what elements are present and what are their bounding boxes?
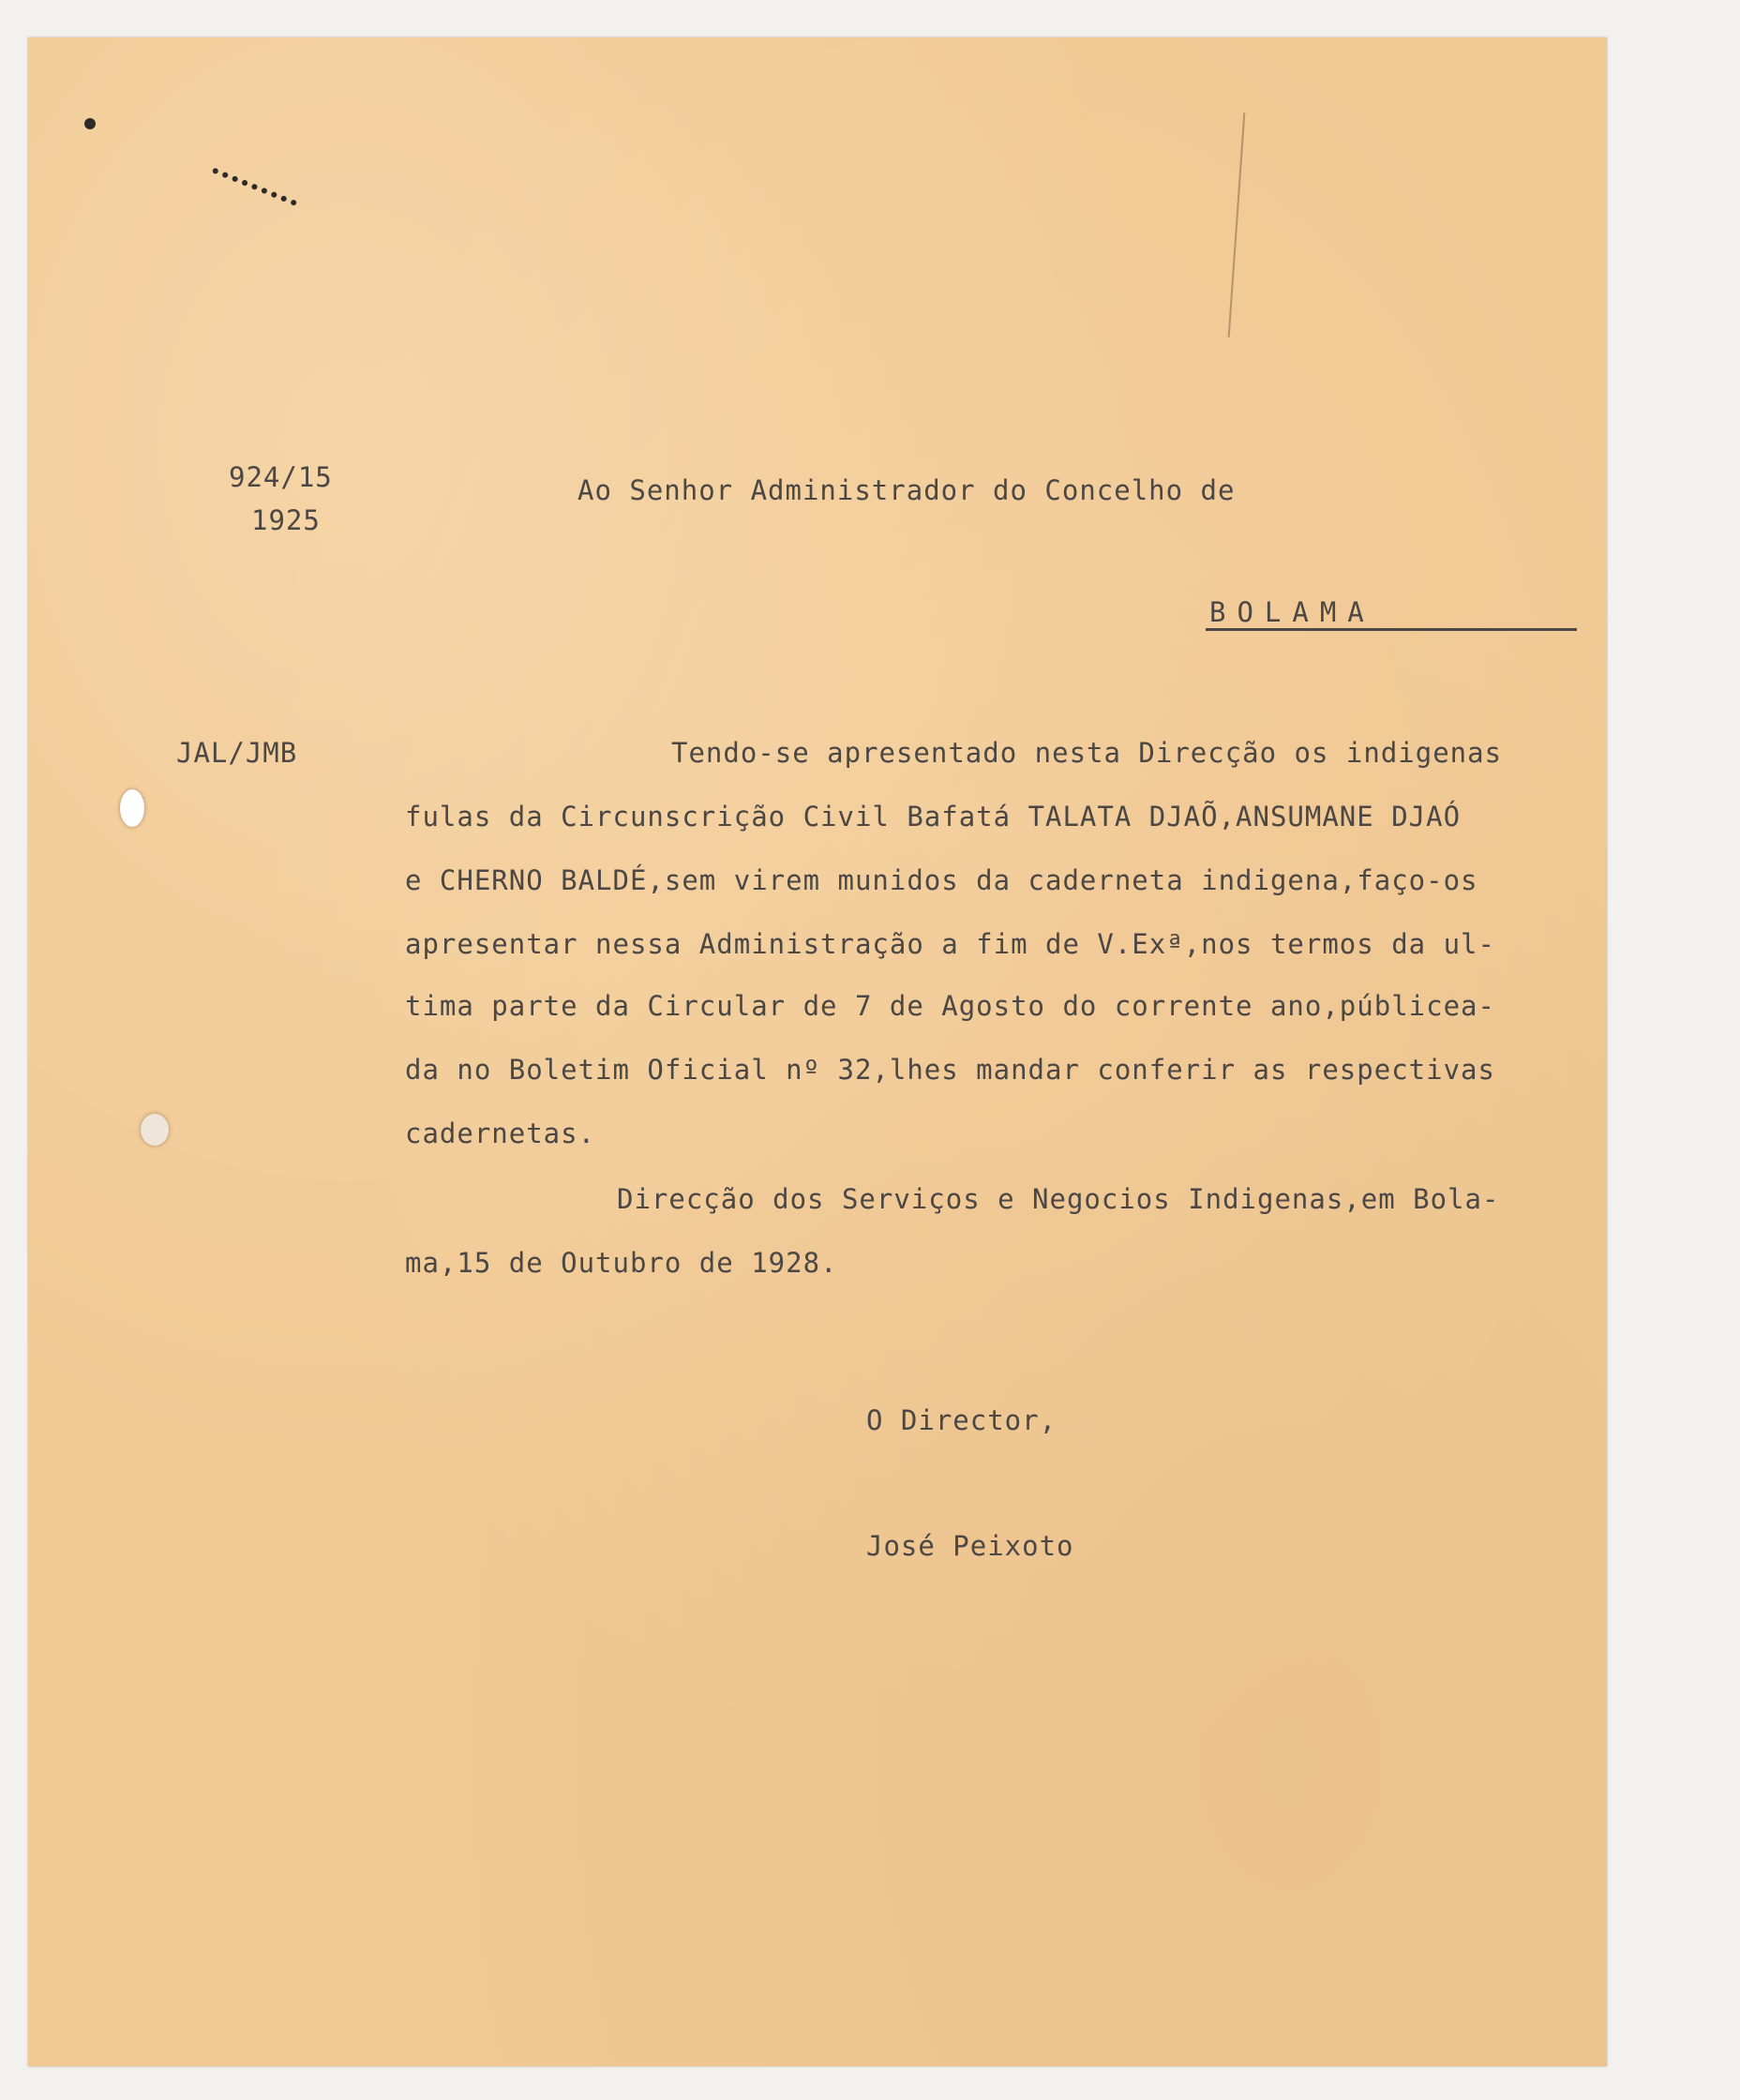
reference-year: 1925 <box>251 504 321 536</box>
reference-number: 924/15 <box>229 461 333 493</box>
addressee-city: BOLAMA <box>1209 596 1375 628</box>
place-date-line: Direcção dos Serviços e Negocios Indigenas,em Bola- <box>617 1183 1500 1215</box>
typist-initials: JAL/JMB <box>176 737 298 769</box>
addressee-line: Ao Senhor Administrador do Concelho de <box>578 474 1236 506</box>
punch-hole <box>141 1114 169 1146</box>
closing-title: O Director, <box>866 1404 1058 1436</box>
punch-hole <box>120 789 144 827</box>
body-line: e CHERNO BALDÉ,sem virem munidos da caderneta indigena,faço-os <box>405 864 1478 896</box>
body-line: Tendo-se apresentado nesta Direcção os indigenas <box>671 737 1503 769</box>
ink-dot <box>84 118 96 129</box>
body-line: tima parte da Circular de 7 de Agosto do corrente ano,públicea- <box>405 990 1495 1022</box>
body-line: cadernetas. <box>405 1118 596 1149</box>
body-line: da no Boletim Oficial nº 32,lhes mandar conferir as respectivas <box>405 1054 1495 1086</box>
place-date-line: ma,15 de Outubro de 1928. <box>405 1247 838 1279</box>
body-line: fulas da Circunscrição Civil Bafatá TALATA DJAÕ,ANSUMANE DJAÓ <box>405 801 1462 832</box>
letter-sheet <box>28 38 1607 2066</box>
body-line: apresentar nessa Administração a fim de V.Exª,nos termos da ul- <box>405 928 1495 960</box>
signature-name: José Peixoto <box>866 1530 1074 1562</box>
city-underline <box>1206 628 1577 631</box>
